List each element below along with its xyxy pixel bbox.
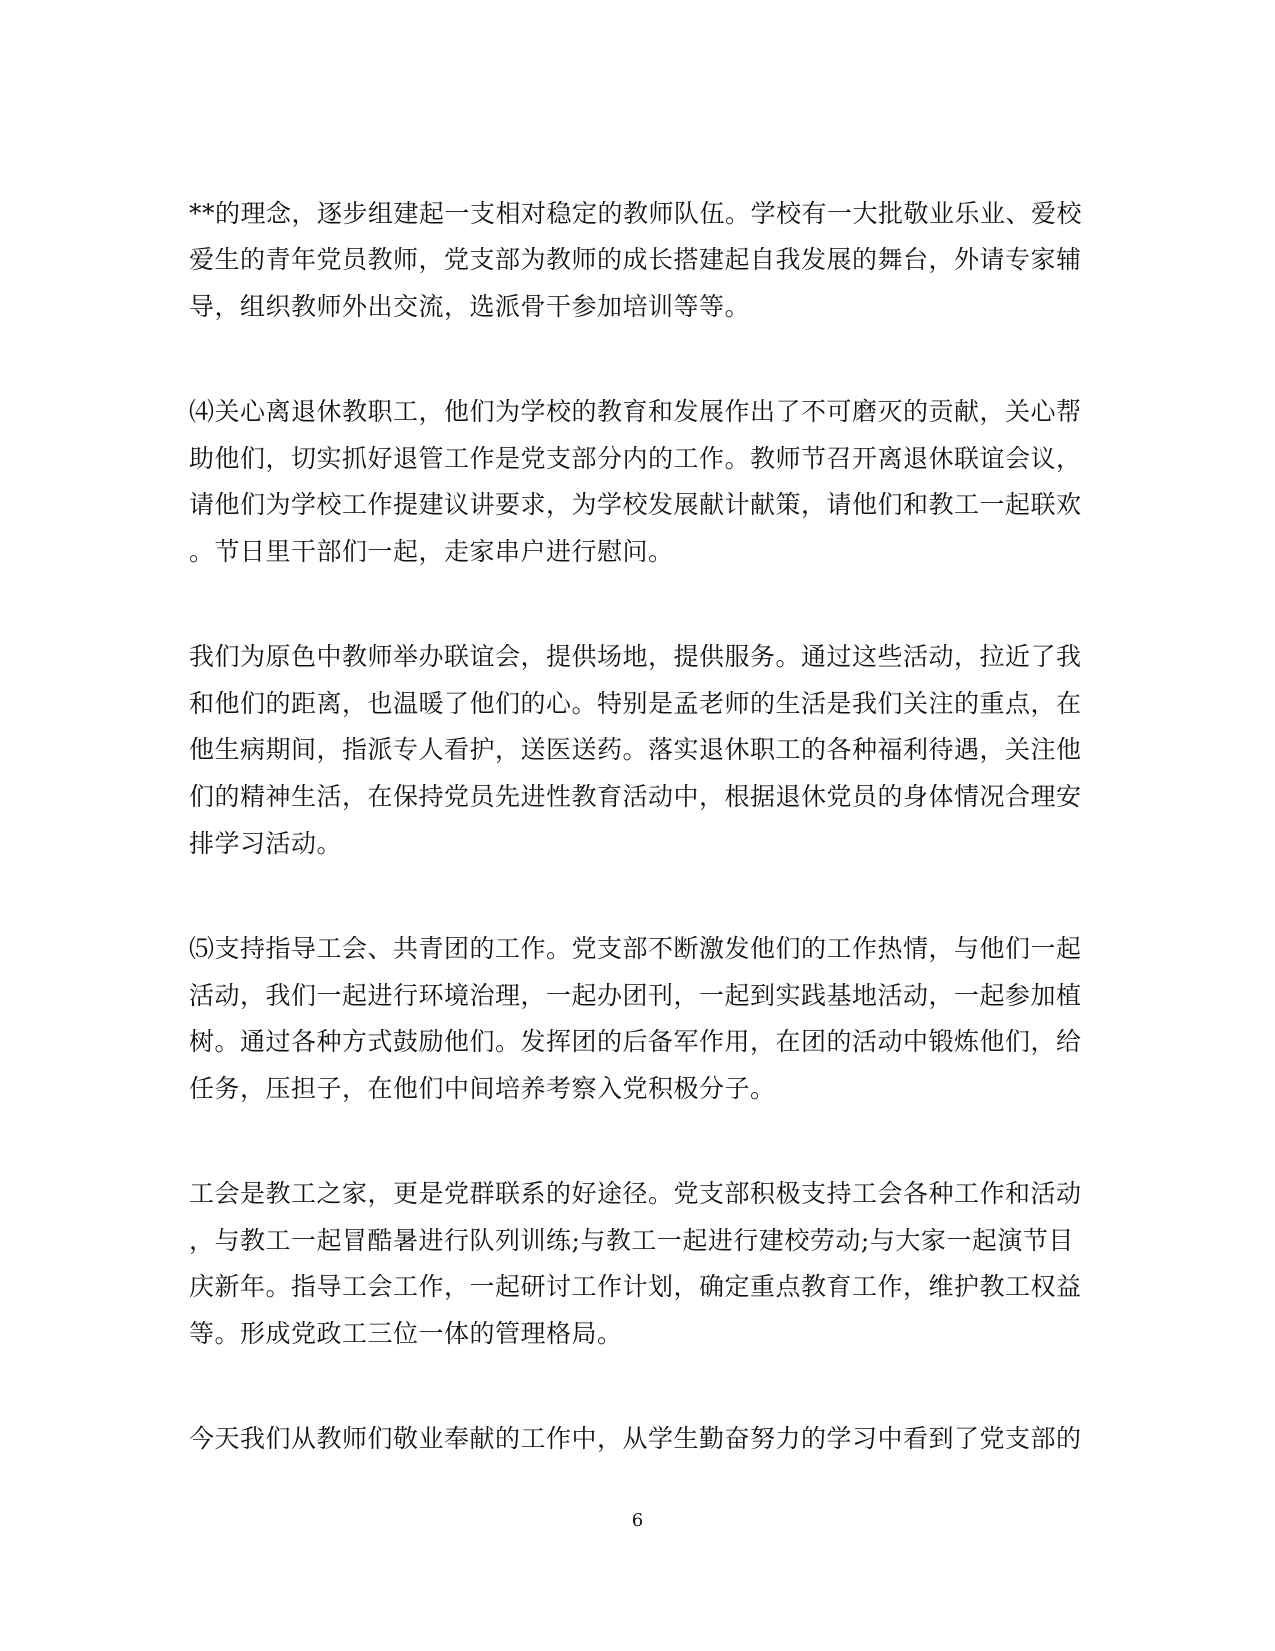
paragraph-2-line-1: ⑷关心离退休教职工，他们为学校的教育和发展作出了不可磨灭的贡献，关心帮 bbox=[189, 397, 1082, 426]
paragraph-5-line-4: 等。形成党政工三位一体的管理格局。 bbox=[189, 1319, 623, 1348]
paragraph-6-line-1: 今天我们从教师们敬业奉献的工作中，从学生勤奋努力的学习中看到了党支部的 bbox=[189, 1424, 1082, 1453]
paragraph-2-line-4: 。节日里干部们一起，走家串户进行慰问。 bbox=[189, 537, 674, 566]
paragraph-4-line-2: 活动，我们一起进行环境治理，一起办团刊，一起到实践基地活动，一起参加植 bbox=[189, 981, 1082, 1010]
paragraph-4-line-3: 树。通过各种方式鼓励他们。发挥团的后备军作用，在团的活动中锻炼他们，给 bbox=[189, 1027, 1082, 1056]
paragraph-3-line-2: 和他们的距离，也温暖了他们的心。特别是孟老师的生活是我们关注的重点，在 bbox=[189, 689, 1082, 718]
paragraph-1-line-1: **的理念，逐步组建起一支相对稳定的教师队伍。学校有一大批敬业乐业、爱校 bbox=[189, 199, 1083, 228]
paragraph-5-line-3: 庆新年。指导工会工作，一起研讨工作计划，确定重点教育工作，维护教工权益 bbox=[189, 1272, 1082, 1301]
page-number: 6 bbox=[631, 1510, 644, 1531]
paragraph-2-line-3: 请他们为学校工作提建议讲要求，为学校发展献计献策，请他们和教工一起联欢 bbox=[189, 490, 1082, 519]
paragraph-5-line-1: 工会是教工之家，更是党群联系的好途径。党支部积极支持工会各种工作和活动 bbox=[189, 1179, 1082, 1208]
paragraph-5-line-2: ，与教工一起冒酷暑进行队列训练;与教工一起进行建校劳动;与大家一起演节目 bbox=[189, 1226, 1074, 1255]
paragraph-3-line-1: 我们为原色中教师举办联谊会，提供场地，提供服务。通过这些活动，拉近了我 bbox=[189, 642, 1082, 671]
paragraph-2-line-2: 助他们，切实抓好退管工作是党支部分内的工作。教师节召开离退休联谊会议， bbox=[189, 444, 1082, 473]
paragraph-4-line-4: 任务，压担子，在他们中间培养考察入党积极分子。 bbox=[189, 1074, 776, 1103]
paragraph-1-line-3: 导，组织教师外出交流，选派骨干参加培训等等。 bbox=[189, 292, 751, 321]
paragraph-3-line-4: 们的精神生活，在保持党员先进性教育活动中，根据退休党员的身体情况合理安 bbox=[189, 782, 1082, 811]
paragraph-1-line-2: 爱生的青年党员教师，党支部为教师的成长搭建起自我发展的舞台，外请专家辅 bbox=[189, 245, 1082, 274]
paragraph-4-line-1: ⑸支持指导工会、共青团的工作。党支部不断激发他们的工作热情，与他们一起 bbox=[189, 934, 1082, 963]
paragraph-3-line-3: 他生病期间，指派专人看护，送医送药。落实退休职工的各种福利待遇，关注他 bbox=[189, 735, 1082, 764]
paragraph-3-line-5: 排学习活动。 bbox=[189, 829, 343, 858]
